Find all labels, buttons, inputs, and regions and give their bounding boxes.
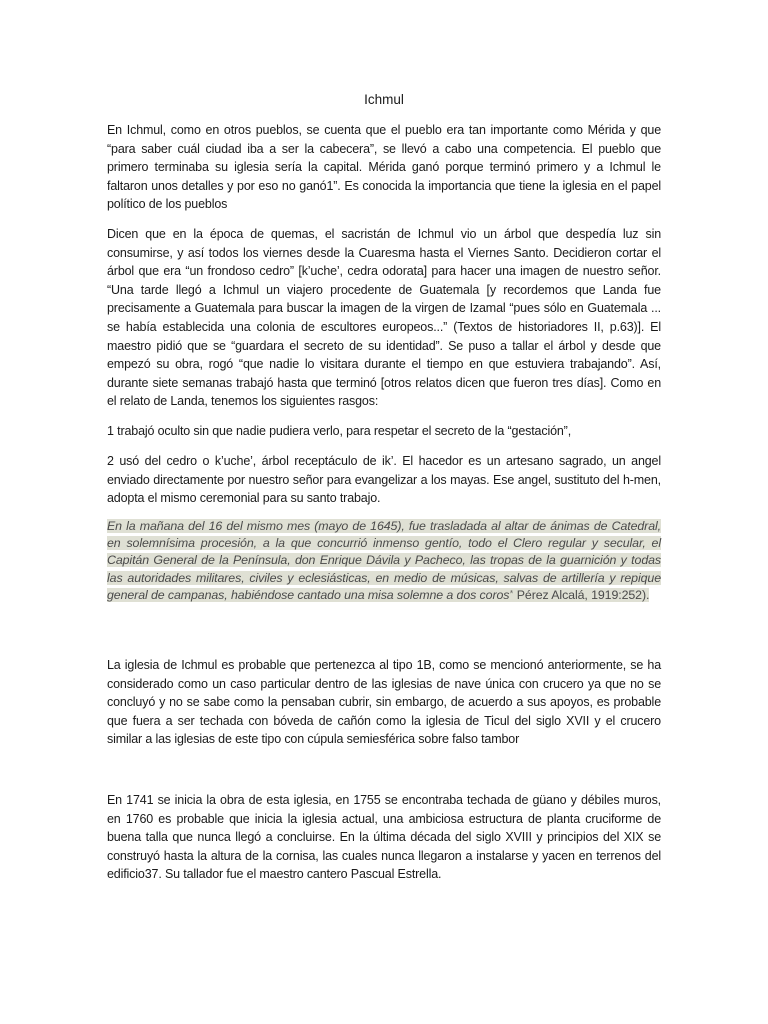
quote-text: En la mañana del 16 del mismo mes (mayo de 1645), fue trasladada al altar de ánimas de Catedral, en solemnísima procesión, a la que concurrió inmenso gentío, todo el Clero regular y secular, el Capitán General de la Península, don Enrique Dávila y Pacheco, las tropas de la guarnición y todas las autoridades militares, civiles y eclesiásticas, en medio de músicas, salvas de artillería y repique general de campanas, habiéndose cantado una misa solemne a dos coros”: [107, 519, 661, 602]
paragraph-construction-history: En 1741 se inicia la obra de esta iglesia, en 1755 se encontraba techada de güano y débiles muros, en 1760 es probable que inicia la iglesia actual, una ambiciosa estructura de planta cruciforme de buena talla que nunca llegó a concluirse. En la última década del siglo XVIII y principios del XIX se construyó hasta la altura de la cornisa, las cuales nunca llegaron a instalarse y yacen en terrenos del edificio37. Su tallador fue el maestro cantero Pascual Estrella.: [107, 793, 661, 882]
paragraph-sacristan-tree: Dicen que en la época de quemas, el sacristán de Ichmul vio un árbol que despedía luz sin consumirse, y así todos los viernes desde la Cuaresma hasta el Viernes Santo. Decidieron cortar el árbol que era “un frondoso cedro” [k’uche’, cedra odorata] para hacer una imagen de nuestro señor. “Una tarde llegó a Ichmul un viajero procedente de Guatemala [y recordemos que Landa fue precisamente a Guatemala para buscar la imagen de la virgen de Izamal “pues sólo en Guatemala ... se había establecida una colonia de escultores europeos...” (Textos de historiadores II, p.63)]. El maestro pidió que se “guardara el secreto de su identidad”. Se puso a tallar el árbol y desde que empezó su obra, rogó “que nadie lo visitara durante el tiempo en que estuviera trabajando”. Así, durante siete semanas trabajó hasta que terminó [otros relatos dicen que fueron tres días]. Como en el relato de Landa, tenemos los siguientes rasgos:: [107, 227, 661, 409]
highlighted-quote: [107, 518, 661, 604]
quote-citation: Pérez Alcalá, 1919:252).: [513, 587, 650, 602]
paragraph-trait-2: 2 usó del cedro o k’uche’, árbol receptáculo de ik’. El hacedor es un artesano sagrado, un angel enviado directamente por nuestro señor para evangelizar a los mayas. Ese angel, sustituto del h-men, adopta el mismo ceremonial para su santo trabajo.: [107, 454, 661, 506]
page-title: Ichmul: [364, 92, 404, 107]
paragraph-church-type: La iglesia de Ichmul es probable que pertenezca al tipo 1B, como se mencionó anteriormente, se ha considerado como un caso particular dentro de las iglesias de nave única con crucero ya que no se concluyó y no se sabe como la pensaban cubrir, sin embargo, de acuerdo a sus apoyos, es probable que fuera a ser techada con bóveda de cañón como la iglesia de Ticul del siglo XVII y el crucero similar a las iglesias de este tipo con cúpula semiesférica sobre falso tambor: [107, 658, 661, 747]
paragraph-competition: En Ichmul, como en otros pueblos, se cuenta que el pueblo era tan importante como Mérida y que “para saber cuál ciudad iba a ser la cabecera”, se llevó a cabo una competencia. El pueblo que primero terminaba su iglesia sería la capital. Mérida ganó porque terminó primero y a Ichmul le faltaron unos detalles y por eso no ganó1”. Es conocida la importancia que tiene la iglesia en el papel político de los pueblos: [107, 123, 661, 212]
paragraph-trait-1: 1 trabajó oculto sin que nadie pudiera verlo, para respetar el secreto de la “gestación”,: [107, 424, 572, 438]
